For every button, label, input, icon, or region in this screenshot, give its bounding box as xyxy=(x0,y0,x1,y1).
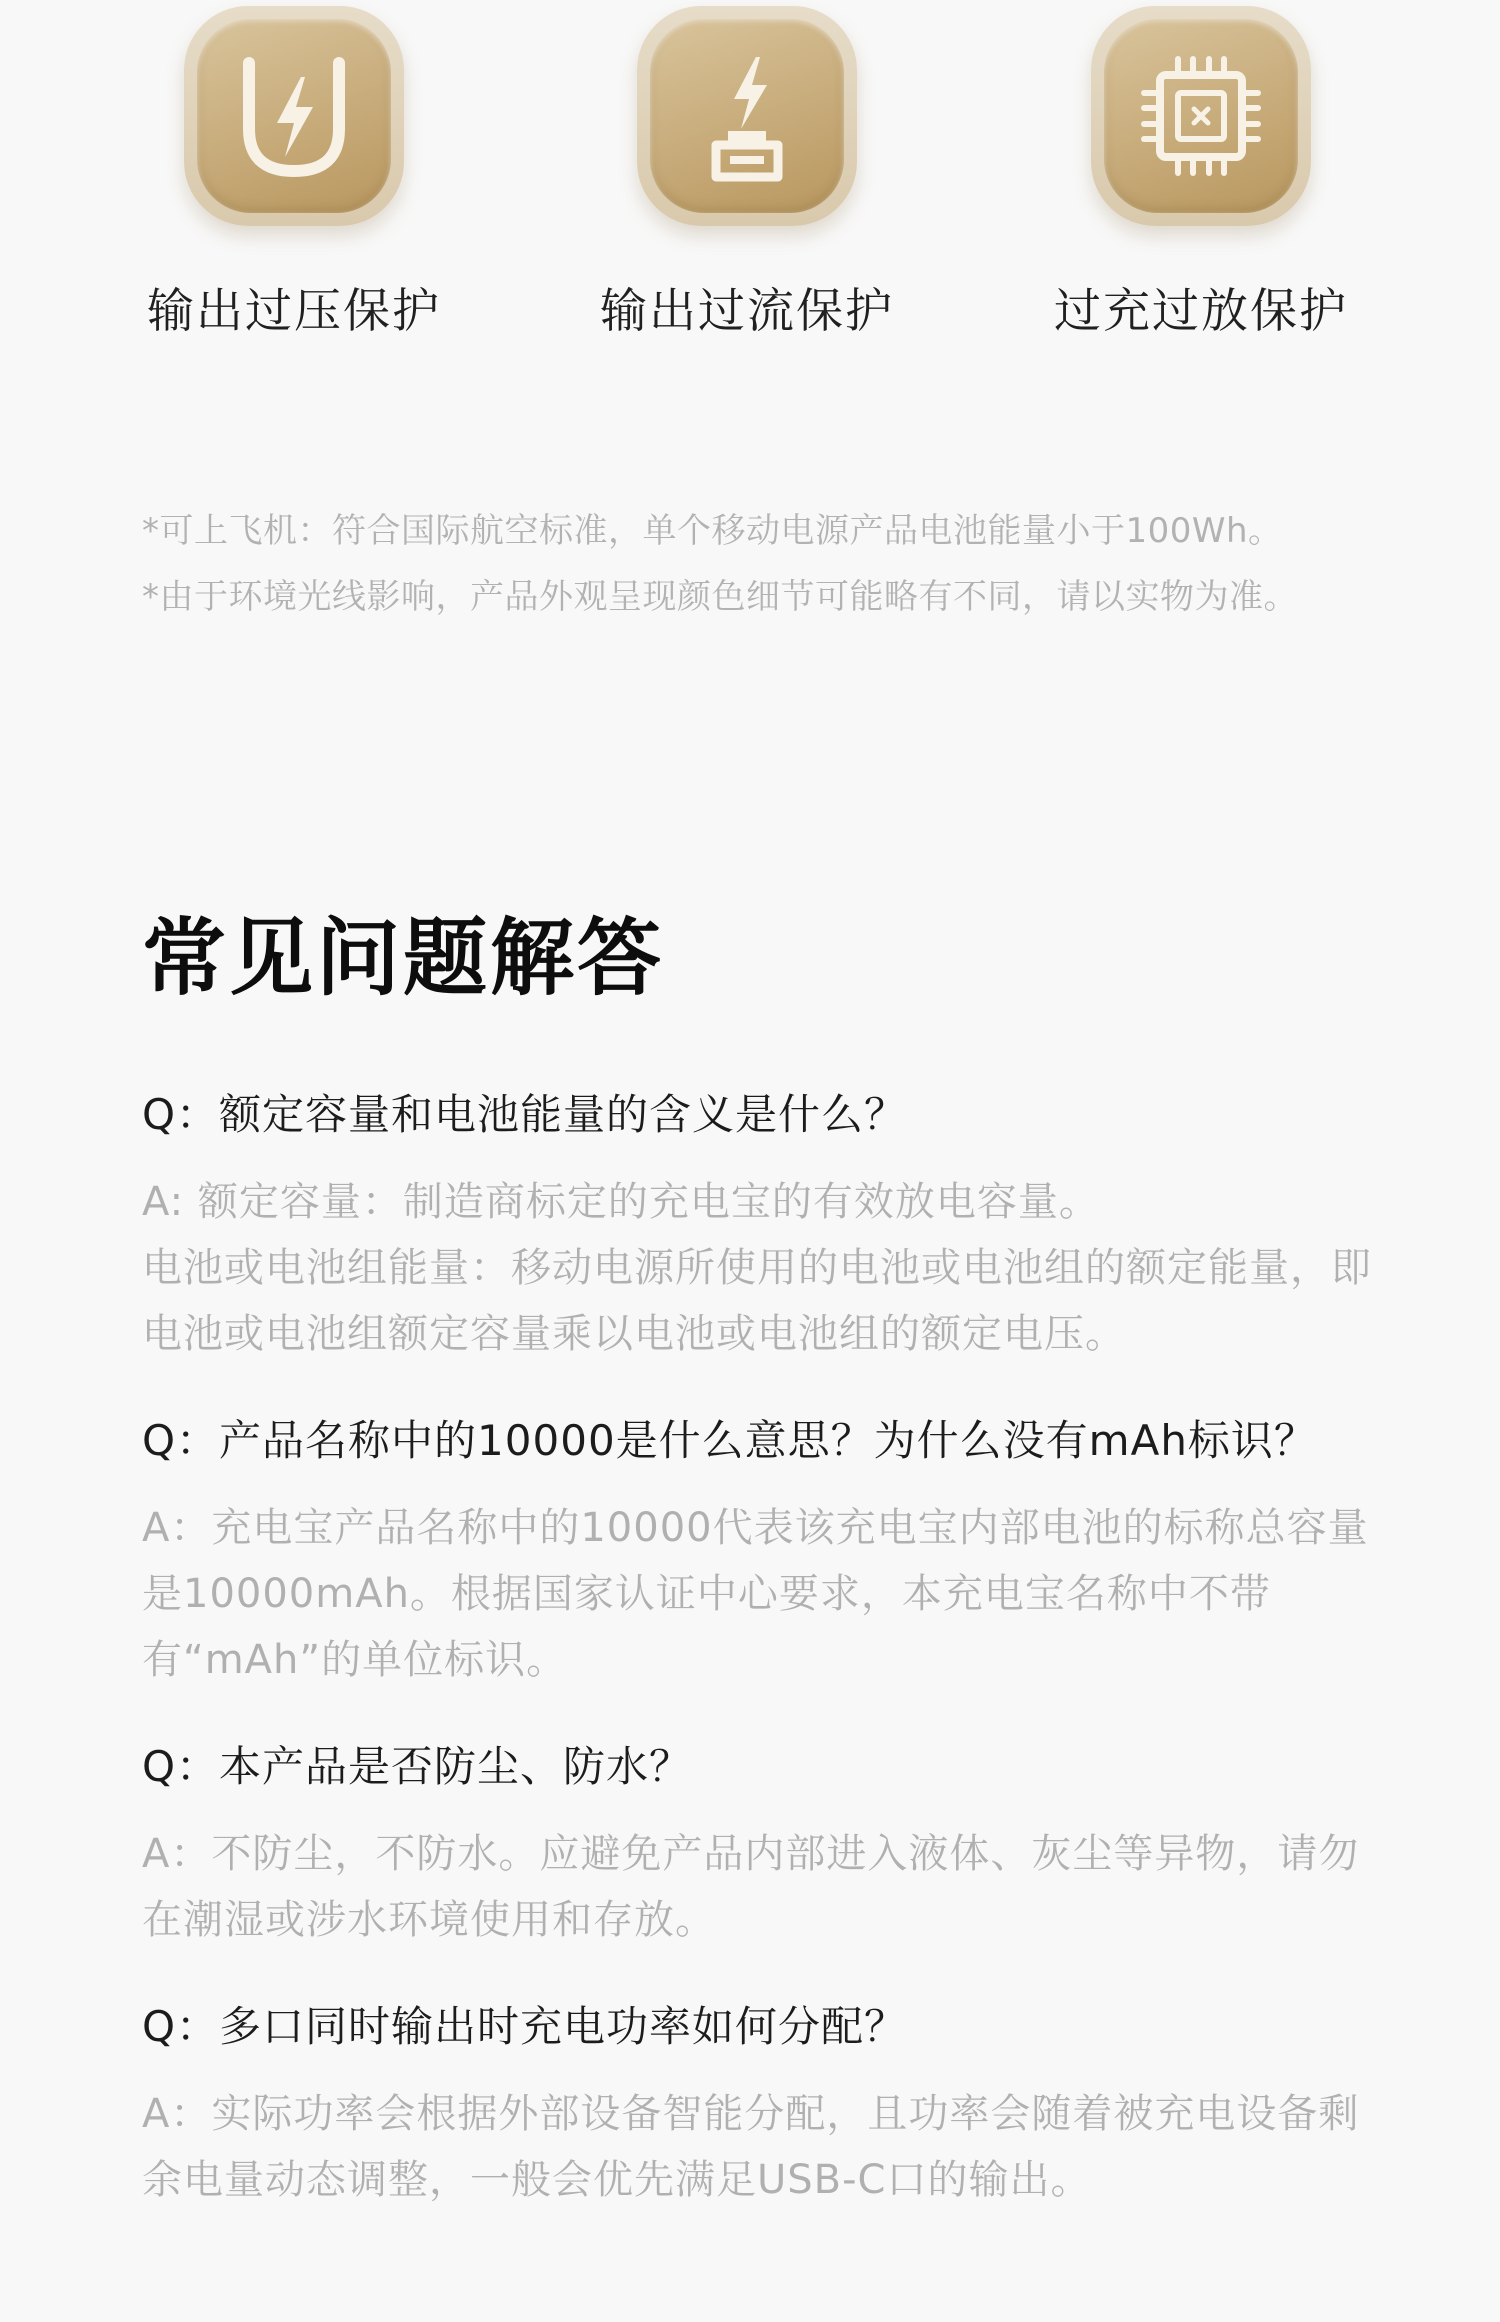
faq-item xyxy=(142,1997,1382,2213)
feature-label: 输出过流保护 xyxy=(600,284,894,339)
protection-features xyxy=(0,0,1500,400)
feature-label: 过充过放保护 xyxy=(1054,284,1348,339)
usb-c-lightning-icon xyxy=(197,19,391,213)
faq-list xyxy=(142,1085,1382,2213)
faq-answer: A：不防尘，不防水。应避免产品内部进入液体、灰尘等异物，请勿在潮湿或涉水环境使用和存放。 xyxy=(142,1831,1360,1943)
footnote-flight: *可上飞机：符合国际航空标准，单个移动电源产品电池能量小于100Wh。 xyxy=(142,511,1283,551)
charging-plug-icon xyxy=(650,19,844,213)
feature-label: 输出过压保护 xyxy=(147,284,441,339)
feature-overcharge xyxy=(981,0,1421,340)
faq-answer: A：充电宝产品名称中的10000代表该充电宝内部电池的标称总容量是10000mAh。根据国家认证中心要求，本充电宝名称中不带有“mAh”的单位标识。 xyxy=(142,1505,1369,1683)
faq-item xyxy=(142,1737,1382,1953)
faq-item xyxy=(142,1411,1382,1693)
footnotes xyxy=(142,498,1442,630)
faq-answer: A：实际功率会根据外部设备智能分配，且功率会随着被充电设备剩余电量动态调整，一般会优先满足USB-C口的输出。 xyxy=(142,2091,1360,2203)
faq-item xyxy=(142,1085,1382,1367)
feature-icon-tile xyxy=(184,6,404,226)
faq-title: 常见问题解答 xyxy=(142,909,665,1007)
feature-overvoltage xyxy=(74,0,514,340)
feature-icon-tile xyxy=(1091,6,1311,226)
feature-overcurrent xyxy=(527,0,967,340)
faq-answer: A: 额定容量：制造商标定的充电宝的有效放电容量。 电池或电池组能量：移动电源所使用的电池或电池组的额定能量，即电池或电池组额定容量乘以电池或电池组的额定电压。 xyxy=(142,1179,1372,1357)
faq-question: Q：产品名称中的10000是什么意思？为什么没有mAh标识？ xyxy=(142,1416,1317,1465)
faq-question: Q：多口同时输出时充电功率如何分配？ xyxy=(142,2002,908,2051)
feature-icon-tile xyxy=(637,6,857,226)
chip-icon xyxy=(1104,19,1298,213)
faq-question: Q：本产品是否防尘、防水？ xyxy=(142,1742,693,1791)
faq-question: Q：额定容量和电池能量的含义是什么？ xyxy=(142,1090,908,1139)
footnote-color: *由于环境光线影响，产品外观呈现颜色细节可能略有不同，请以实物为准。 xyxy=(142,577,1298,617)
